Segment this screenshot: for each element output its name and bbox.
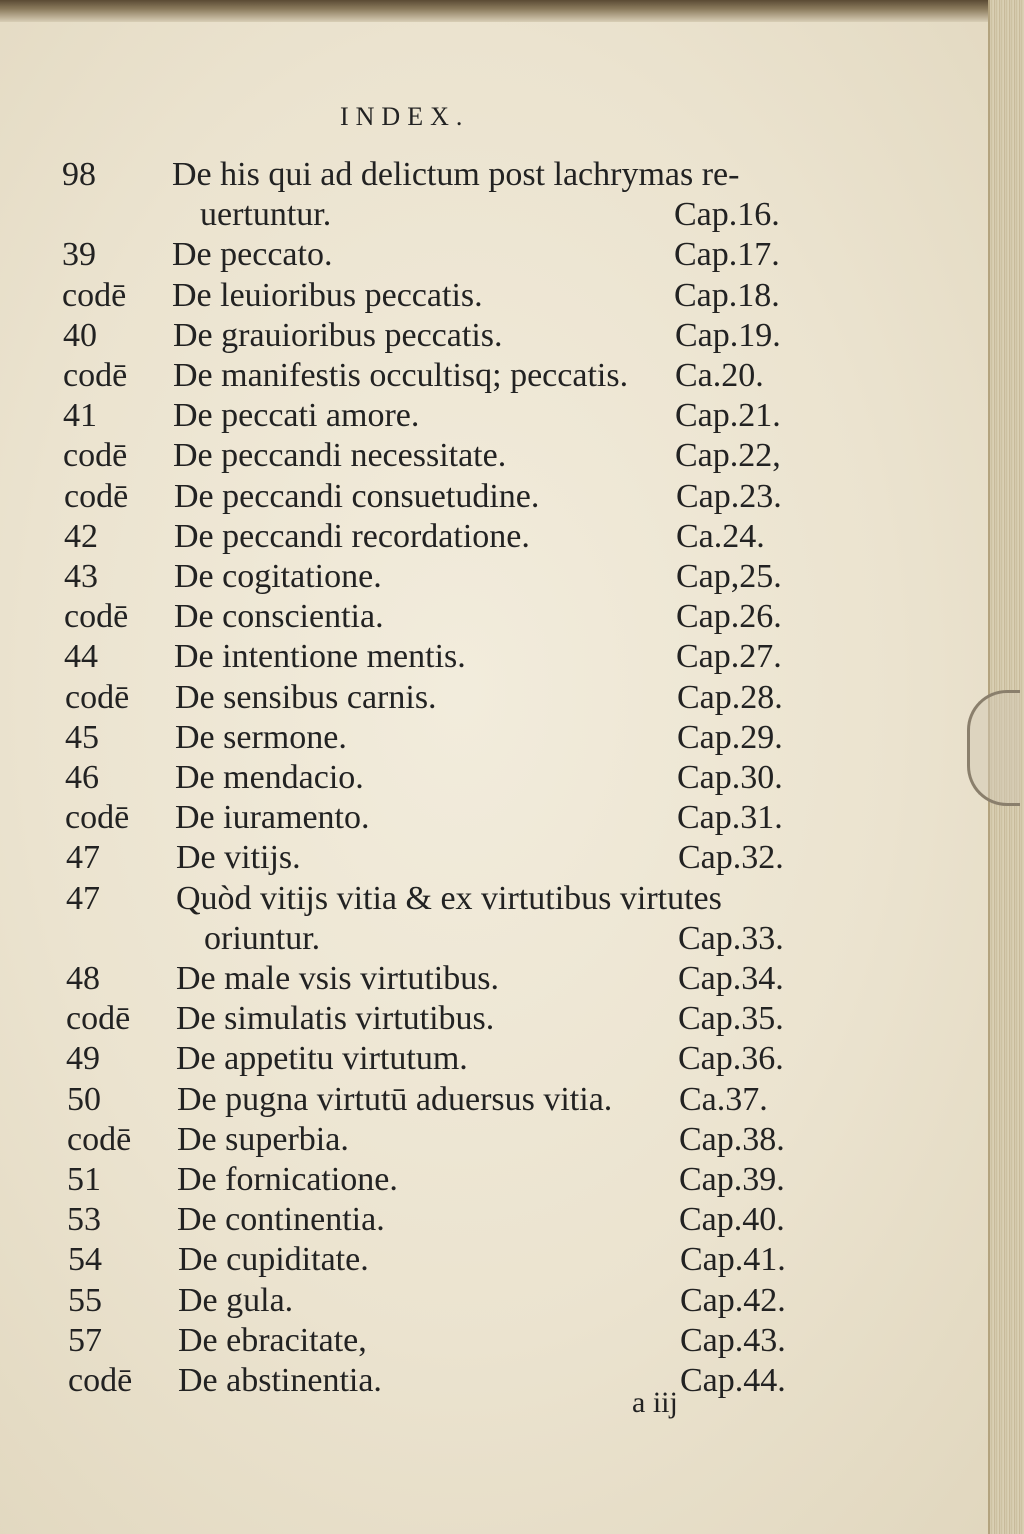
- entry-title: De peccato.: [172, 236, 333, 274]
- chapter-ref: Cap.34.: [678, 960, 784, 997]
- entry-title: De ebracitate,: [178, 1321, 367, 1359]
- entry-title: De cupiditate.: [178, 1241, 369, 1279]
- entry-title: De leuioribus peccatis.: [172, 276, 483, 314]
- index-entry: [0, 1322, 1024, 1362]
- index-entry: [0, 1161, 1024, 1201]
- entry-title: De cogitatione.: [174, 558, 382, 595]
- entry-title: De peccati amore.: [173, 397, 420, 435]
- index-entry: [0, 759, 1024, 799]
- index-entry: [0, 638, 1024, 678]
- index-entry: [0, 437, 1024, 477]
- entry-title: De fornicatione.: [177, 1161, 398, 1198]
- chapter-ref: Cap.36.: [678, 1040, 784, 1078]
- index-entry-continuation: [0, 920, 1024, 960]
- index-entry: [0, 799, 1024, 839]
- folio-number: 41: [63, 397, 97, 435]
- folio-number: 48: [66, 960, 100, 997]
- folio-number: 50: [67, 1080, 101, 1118]
- entry-title: De pugna virtutū aduersus vitia.: [177, 1080, 613, 1118]
- folio-number: 53: [67, 1201, 101, 1239]
- entry-title: De manifestis occultisq; peccatis.: [173, 357, 629, 394]
- folio-number: codē: [63, 437, 128, 475]
- folio-number: 57: [68, 1321, 102, 1359]
- index-entry: [0, 679, 1024, 719]
- chapter-ref: Cap.39.: [679, 1161, 785, 1198]
- chapter-ref: Cap.42.: [680, 1281, 786, 1319]
- folio-number: 51: [67, 1161, 101, 1198]
- index-entry: [0, 1201, 1024, 1241]
- entry-title: De iuramento.: [175, 799, 370, 837]
- chapter-ref: Cap.29.: [677, 718, 783, 756]
- entry-title: De superbia.: [177, 1120, 349, 1158]
- index-entry: [0, 1081, 1024, 1121]
- folio-number: 47: [66, 879, 100, 917]
- folio-number: codē: [65, 678, 130, 716]
- folio-number: 42: [64, 517, 98, 555]
- chapter-ref: Cap.30.: [677, 759, 783, 796]
- chapter-ref: Ca.24.: [676, 517, 765, 555]
- index-entry: [0, 478, 1024, 518]
- chapter-ref: Cap.17.: [674, 236, 780, 274]
- chapter-ref: Cap.33.: [678, 919, 784, 957]
- index-entry: [0, 357, 1024, 397]
- book-top-edge: [0, 0, 1024, 22]
- folio-number: codē: [63, 357, 128, 394]
- folio-number: codē: [68, 1362, 133, 1399]
- chapter-ref: Cap.43.: [680, 1321, 786, 1359]
- index-entry: [0, 1282, 1024, 1322]
- index-entry: [0, 277, 1024, 317]
- entry-title: De his qui ad delictum post lachrymas re-: [172, 156, 740, 193]
- entry-title: De simulatis virtutibus.: [176, 1000, 495, 1038]
- entry-title: De grauioribus peccatis.: [173, 316, 503, 354]
- index-entry: [0, 960, 1024, 1000]
- entry-title: Quòd vitijs vitia & ex virtutibus virtutes: [176, 879, 722, 917]
- folio-number: 47: [66, 839, 100, 877]
- entry-title: De continentia.: [177, 1201, 385, 1239]
- chapter-ref: Cap.26.: [676, 598, 782, 636]
- folio-number: 45: [65, 718, 99, 756]
- folio-number: codē: [64, 598, 129, 636]
- entry-title-continuation: oriuntur.: [204, 919, 321, 957]
- index-entry-continuation: [0, 196, 1024, 236]
- chapter-ref: Cap.28.: [677, 678, 783, 716]
- folio-number: 44: [64, 638, 98, 676]
- chapter-ref: Cap.23.: [676, 477, 782, 515]
- entry-title: De intentione mentis.: [174, 638, 466, 676]
- folio-number: 54: [68, 1241, 102, 1279]
- index-entry: [0, 598, 1024, 638]
- chapter-ref: Cap.18.: [674, 276, 780, 314]
- entry-title: De conscientia.: [174, 598, 384, 636]
- chapter-ref: Cap.35.: [678, 1000, 784, 1038]
- folio-number: codē: [66, 1000, 131, 1038]
- folio-number: codē: [64, 477, 129, 515]
- index-entry: [0, 397, 1024, 437]
- index-entry: [0, 1040, 1024, 1080]
- entry-title-continuation: uertuntur.: [200, 196, 332, 234]
- index-entry: [0, 719, 1024, 759]
- chapter-ref: Cap.27.: [676, 638, 782, 676]
- folio-number: codē: [67, 1120, 132, 1158]
- chapter-ref: Ca.20.: [675, 357, 764, 394]
- index-entry: [0, 317, 1024, 357]
- entry-title: De appetitu virtutum.: [176, 1040, 468, 1078]
- chapter-ref: Cap.41.: [680, 1241, 786, 1279]
- folio-number: 40: [63, 316, 97, 354]
- entry-title: De gula.: [178, 1281, 294, 1319]
- entry-title: De peccandi recordatione.: [174, 517, 530, 555]
- chapter-ref: Ca.37.: [679, 1080, 768, 1118]
- chapter-ref: Cap.31.: [677, 799, 783, 837]
- chapter-ref: Cap,25.: [676, 558, 782, 595]
- chapter-ref: Cap.19.: [675, 316, 781, 354]
- chapter-ref: Cap.32.: [678, 839, 784, 877]
- folio-number: 46: [65, 759, 99, 796]
- folio-number: codē: [65, 799, 130, 837]
- folio-number: 39: [62, 236, 96, 274]
- index-entry: [0, 880, 1024, 920]
- chapter-ref: Cap.44.: [680, 1362, 786, 1399]
- folio-number: 43: [64, 558, 98, 595]
- chapter-ref: Cap.22,: [675, 437, 781, 475]
- entry-title: De sensibus carnis.: [175, 678, 437, 716]
- index-entry: [0, 839, 1024, 879]
- folio-number: 98: [62, 156, 96, 193]
- chapter-ref: Cap.38.: [679, 1120, 785, 1158]
- entry-title: De peccandi consuetudine.: [174, 477, 540, 515]
- entry-title: De vitijs.: [176, 839, 301, 877]
- index-entry: [0, 236, 1024, 276]
- entry-title: De abstinentia.: [178, 1362, 382, 1399]
- entry-title: De peccandi necessitate.: [173, 437, 507, 475]
- index-entry: [0, 1000, 1024, 1040]
- index-entry: [0, 156, 1024, 196]
- index-entry: [0, 518, 1024, 558]
- signature-mark: a iij: [632, 1386, 678, 1419]
- chapter-ref: Cap.16.: [674, 196, 780, 234]
- entry-title: De sermone.: [175, 718, 347, 756]
- entry-title: De male vsis virtutibus.: [176, 960, 499, 997]
- index-entry: [0, 1362, 1024, 1402]
- index-entry: [0, 1241, 1024, 1281]
- folio-number: 49: [66, 1040, 100, 1078]
- index-entry: [0, 1121, 1024, 1161]
- chapter-ref: Cap.21.: [675, 397, 781, 435]
- folio-number: 55: [68, 1281, 102, 1319]
- entry-title: De mendacio.: [175, 759, 364, 796]
- page-header: INDEX.: [340, 102, 470, 131]
- folio-number: codē: [62, 276, 127, 314]
- chapter-ref: Cap.40.: [679, 1201, 785, 1239]
- index-entry: [0, 558, 1024, 598]
